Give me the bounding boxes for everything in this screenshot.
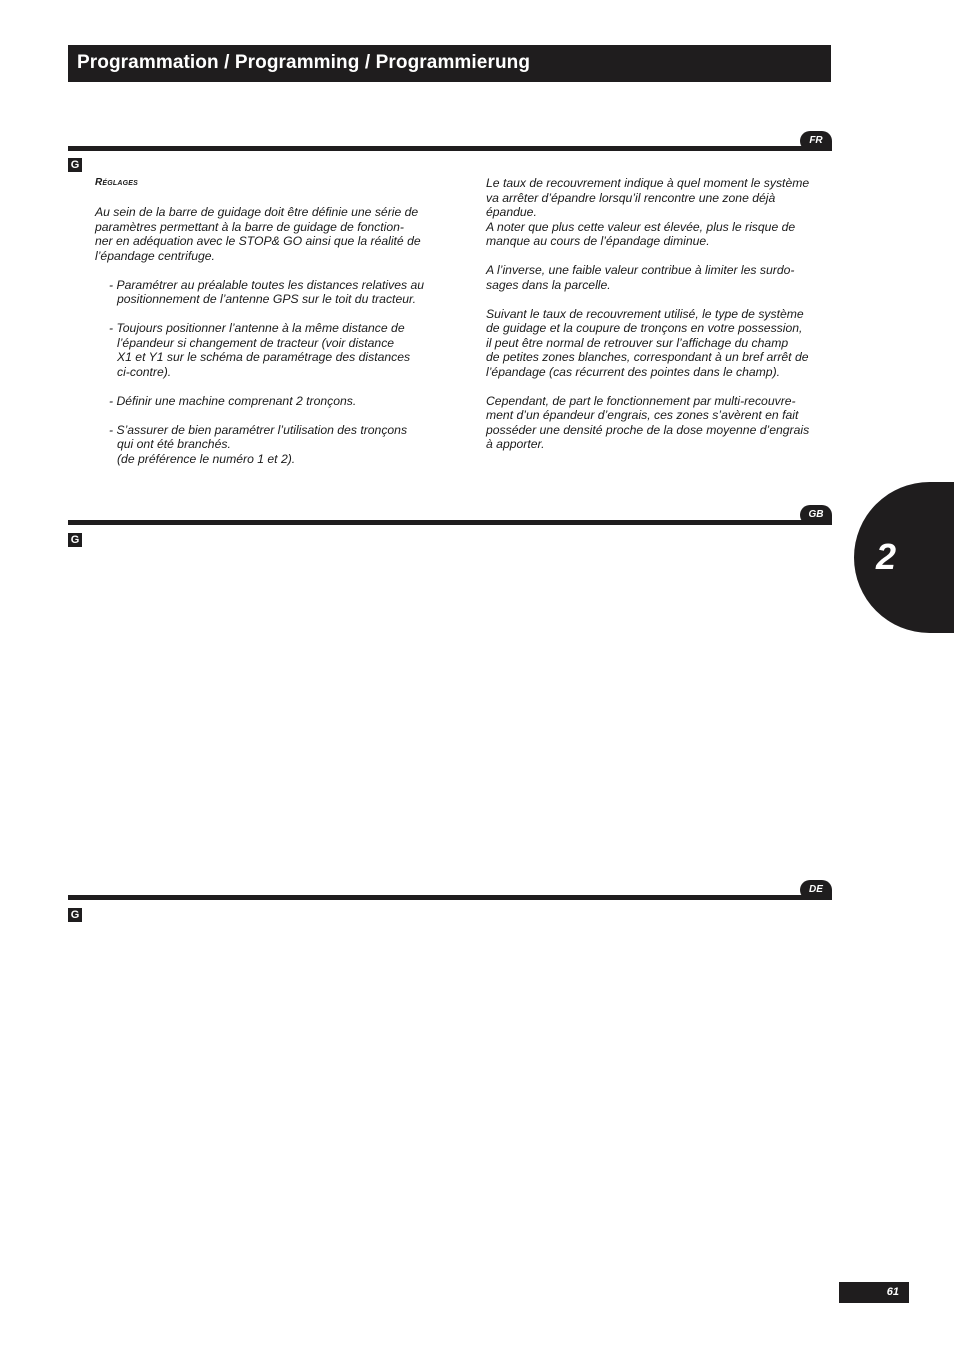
fr-right-line: A l’inverse, une faible valeur contribue à limiter les surdo- — [486, 263, 795, 277]
fr-right-line: va arrêter d’épandre lorsqu’il rencontre une zone déjà — [486, 190, 776, 205]
fr-bullet-line: - Définir une machine comprenant 2 tronçons. — [109, 393, 357, 408]
chapter-tab — [854, 482, 954, 633]
de-section-letter: G — [68, 908, 82, 922]
fr-bullet-item — [95, 321, 445, 379]
fr-bullet-line: qui ont été branchés. — [117, 437, 231, 451]
fr-bullet-line: - S’assurer de bien paramétrer l’utilisation des tronçons — [109, 422, 408, 437]
fr-section-letter: G — [68, 158, 82, 172]
de-language-tag: DE — [800, 880, 832, 900]
fr-right-line: ment d’un épandeur d’engrais, ces zones s’avèrent en fait — [486, 408, 799, 422]
fr-right-line: A noter que plus cette valeur est élevée, plus le risque de — [486, 219, 796, 234]
fr-bullet-line: ci-contre). — [117, 364, 172, 379]
fr-bullet-line: l’épandeur si changement de tracteur (voir distance — [117, 335, 395, 350]
page-title: Programmation / Programming / Programmierung — [77, 52, 531, 73]
fr-intro-line: l’épandage centrifuge. — [95, 248, 215, 263]
page-header-bar — [68, 45, 831, 82]
fr-bullet-line: positionnement de l’antenne GPS sur le toit du tracteur. — [117, 292, 416, 306]
fr-bullet-line: (de préférence le numéro 1 et 2). — [117, 451, 296, 466]
gb-section-rule — [68, 520, 831, 525]
fr-right-line: il peut être normal de retrouver sur l’affichage du champ — [486, 335, 789, 350]
fr-bullet-line: - Toujours positionner l’antenne à la même distance de — [109, 321, 405, 335]
fr-right-line: à apporter. — [486, 437, 545, 451]
fr-language-tag: FR — [800, 131, 832, 151]
fr-bullet-item — [95, 423, 445, 467]
page-number: 61 — [886, 1286, 899, 1298]
fr-right-line: posséder une densité proche de la dose moyenne d’engrais — [486, 422, 810, 437]
fr-intro-line: paramètres permettant à la barre de guidage de fonction- — [95, 219, 404, 234]
fr-right-line: épandue. — [486, 205, 537, 219]
fr-left-column — [95, 176, 445, 466]
fr-heading: Réglages — [95, 177, 139, 188]
fr-right-line: manque au cours de l’épandage diminue. — [486, 234, 710, 248]
fr-right-line: de guidage et la coupure de tronçons en votre possession, — [486, 321, 803, 335]
fr-bullet-line: - Paramétrer au préalable toutes les distances relatives au — [109, 277, 425, 292]
fr-right-line: l’épandage (cas récurrent des pointes dans le champ). — [486, 364, 781, 379]
fr-right-line: sages dans la parcelle. — [486, 277, 611, 292]
fr-bullet-line: X1 et Y1 sur le schéma de paramétrage des distances — [117, 350, 411, 364]
fr-bullet-item — [95, 394, 445, 409]
fr-right-line: Le taux de recouvrement indique à quel moment le système — [486, 176, 810, 190]
fr-intro-line: ner en adéquation avec le STOP& GO ainsi que la réalité de — [95, 234, 421, 248]
fr-right-line: Cependant, de part le fonctionnement par multi-recouvre- — [486, 393, 796, 408]
fr-intro-line: Au sein de la barre de guidage doit être définie une série de — [95, 205, 419, 219]
chapter-number: 2 — [876, 536, 897, 577]
gb-language-tag: GB — [800, 505, 832, 525]
page-number-box — [839, 1282, 909, 1303]
fr-bullet-item — [95, 278, 445, 307]
fr-right-column — [486, 176, 831, 452]
fr-right-line: de petites zones blanches, correspondant à un bref arrêt de — [486, 350, 809, 364]
fr-section-rule — [68, 146, 831, 151]
fr-right-line: Suivant le taux de recouvrement utilisé, le type de système — [486, 306, 804, 321]
de-section-rule — [68, 895, 831, 900]
gb-section-letter: G — [68, 533, 82, 547]
